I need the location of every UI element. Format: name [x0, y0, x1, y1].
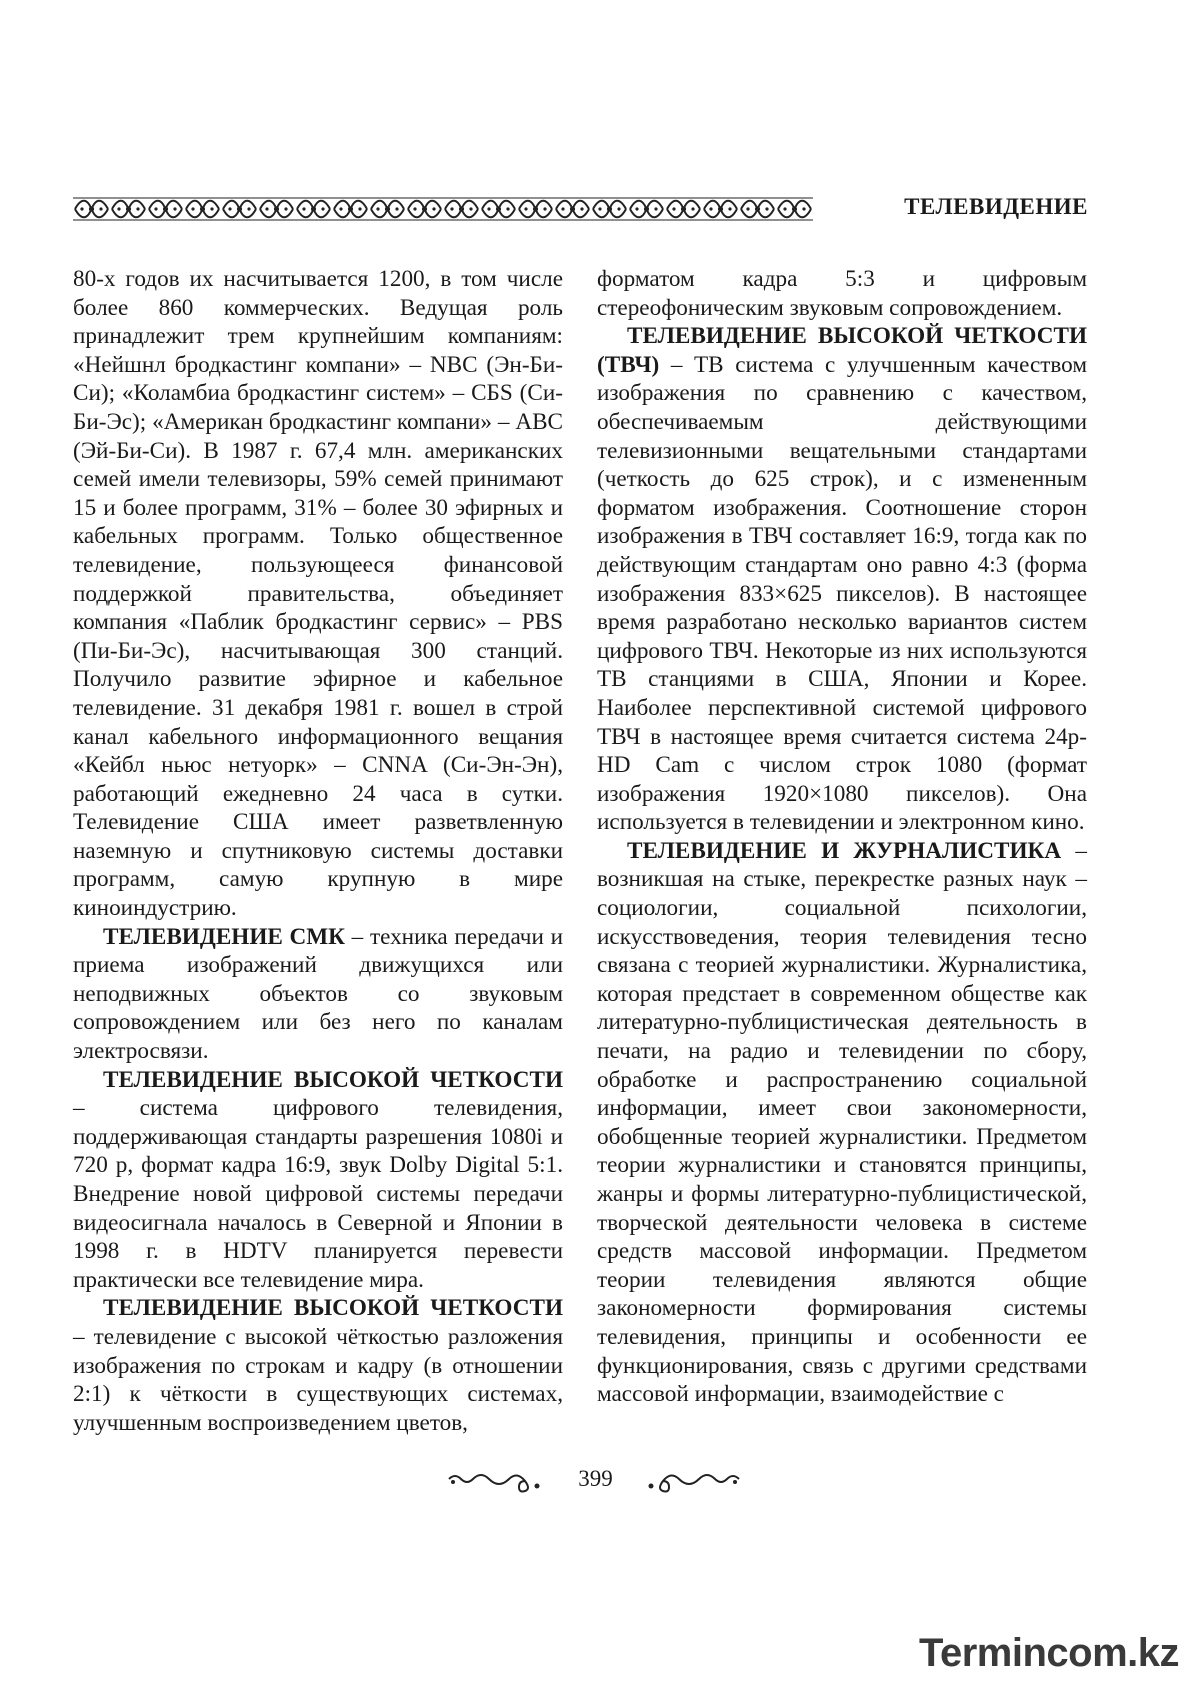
right-column [597, 265, 1087, 1409]
decorative-knot-band-icon [73, 196, 813, 222]
entry-text: – техника передачи и приема изображений движущихся или неподвижных объектов со звуковым сопровождением или без него по каналам электросвязи. [73, 923, 563, 1065]
running-head: ТЕЛЕВИДЕНИЕ [904, 194, 1088, 219]
entry-paragraph [597, 265, 1087, 322]
entry-text: – возникшая на стыке, перекрестке разных наук – социологии, социальной психологии, искусствоведения, теория телевидения тесно связана с теорией журналистики. Журналистика, которая предстает в современном обществе как литературно-публицистическая деятельность в печати, на радио и телевидении по сбору, обработке и распространению социальной информации, имеет свои закономерности, обобщенные теорией журналистики. Предметом теории журналистики и становятся принципы, жанры и формы литературно-публицистической, творческой деятельности человека в системе средств массовой информации. Предметом теории телевидения являются общие закономерности формирования системы телевидения, принципы и особенности ее функционирования, связь с другими средствами массовой информации, взаимодействие с [597, 837, 1088, 1408]
entry-text: 80-х годов их насчитывается 1200, в том числе более 860 коммерческих. Ведущая роль принадлежит трем крупнейшим компаниям: «Нейшнл бродкастинг компани» – NBC (Эн-Би-Си); «Коламбиа бродкастинг систем» – CБS (Си-Би-Эс); «Американ бродкастинг компани» – ABC (Эй-Би-Си). В 1987 г. 67,4 млн. американских семей имели телевизоры, 59% семей принимают 15 и более программ, 31% – более 30 эфирных и кабельных программ. Только общественное телевидение, пользующееся финансовой поддержкой правительства, объединяет компания «Паблик бродкастинг сервис» – PBS (Пи-Би-Эс), насчитывающая 300 станций. Получило развитие эфирное и кабельное телевидение. 31 декабря 1981 г. вошел в строй канал кабельного информационного вещания «Кейбл ньюс нетуорк» – CNNA (Си-Эн-Эн), работающий ежедневно 24 часа в сутки. Телевидение США имеет разветвленную наземную и спутниковую системы доставки программ, самую крупную в мире киноиндустрию. [73, 266, 563, 922]
site-watermark: Termincom.kz [919, 1631, 1179, 1675]
entry-paragraph [73, 1066, 563, 1295]
entry-text: форматом кадра 5:3 и цифровым стереофоническим звуковым сопровождением. [597, 266, 1087, 321]
scroll-ornament-right-icon [638, 1468, 743, 1494]
entry-paragraph [73, 265, 563, 923]
entry-text: – ТВ система с улучшенным качеством изображения по сравнению с качеством, обеспечиваемым действующими телевизионными вещательными стандартами (четкость до 625 строк), и с измененным форматом изображения. Соотношение сторон изображения в ТВЧ составляет 16:9, тогда как по действующим стандартам оно равно 4:3 (форма изображения 833×625 пикселов). В настоящее время разработано несколько вариантов систем цифрового ТВЧ. Некоторые из них используются ТВ станциями в США, Японии и Корее. Наиболее перспективной системой цифрового ТВЧ в настоящее время считается система 24p-HD Cam с числом строк 1080 (формат изображения 1920×1080 пикселов). Она используется в телевидении и электронном кино. [597, 351, 1087, 836]
entry-paragraph [597, 837, 1087, 1409]
page-number: 399 [578, 1466, 613, 1491]
entry-term: ТЕЛЕВИДЕНИЕ СМК [103, 923, 345, 950]
entry-paragraph [597, 322, 1087, 837]
page-footer [0, 1466, 1191, 1506]
entry-term: ТЕЛЕВИДЕНИЕ ВЫСОКОЙ ЧЕТКОСТИ [103, 1295, 563, 1322]
page-header [73, 190, 1088, 230]
entry-text: – система цифрового телевидения, поддерживающая стандарты разрешения 1080i и 720 p, формат кадра 16:9, звук Dolby Digital 5:1. Внедрение новой цифровой системы передачи видеосигнала началось в Северной и Японии в 1998 г. в HDTV планируется перевести практически все телевидение мира. [73, 1095, 563, 1293]
entry-term: ТЕЛЕВИДЕНИЕ ВЫСОКОЙ ЧЕТКОСТИ [103, 1066, 563, 1093]
entry-term: ТЕЛЕВИДЕНИЕ И ЖУРНАЛИСТИКА [627, 837, 1062, 864]
entry-term: ТЕЛЕВИДЕНИЕ ВЫСОКОЙ ЧЕТКОСТИ (ТВЧ) [597, 323, 1087, 378]
left-column [73, 265, 563, 1437]
entry-text: – телевидение с высокой чёткостью разложения изображения по строкам и кадру (в отношении 2:1) к чёткости в существующих системах, улучшенным воспроизведением цветов, [73, 1323, 563, 1436]
entry-paragraph [73, 1294, 563, 1437]
entry-paragraph [73, 923, 563, 1066]
